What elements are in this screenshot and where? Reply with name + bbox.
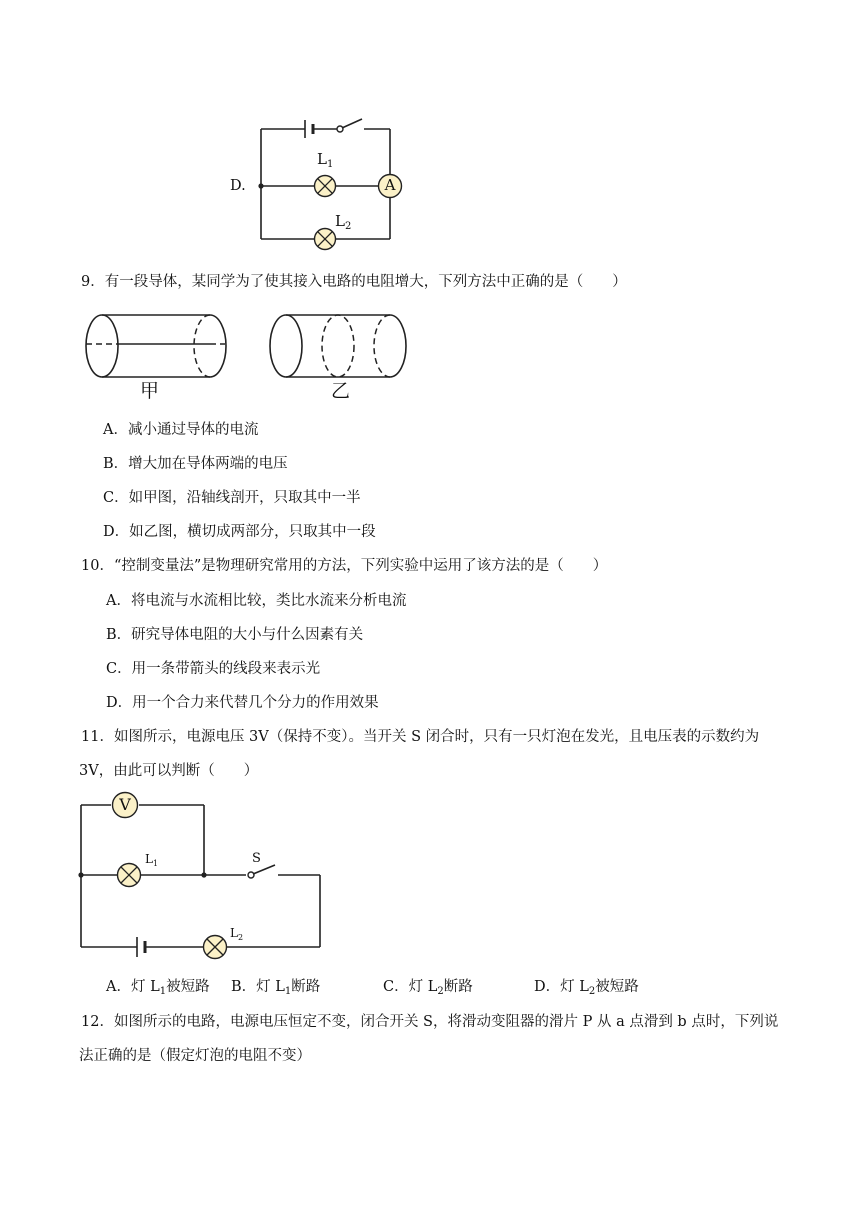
q9-option-d: D．如乙图，横切成两部分，只取其中一段: [103, 524, 376, 540]
q9-option-b: B．增大加在导体两端的电压: [103, 456, 288, 472]
q10-option-c: C．用一条带箭头的线段来表示光: [106, 661, 321, 677]
q9-option-a: A．减小通过导体的电流: [103, 422, 259, 438]
q11-option-d: D．灯 $L_2$被短路: [534, 979, 639, 997]
q11-option-b: B．灯 $L_1$断路: [231, 979, 321, 997]
q11-bulb-l1-icon: [116, 862, 142, 888]
voltmeter-label: V: [119, 795, 131, 814]
q11-option-c: C．灯 $L_2$断路: [383, 979, 473, 997]
q11-stem-line1: 11．如图所示，电源电压 3V（保持不变）。当开关 S 闭合时，只有一只灯泡在发光，且电压表的示数约为: [81, 729, 760, 745]
q11-switch-label: S: [252, 851, 261, 866]
q12-stem-line2: 法正确的是（假定灯泡的电阻不变）: [79, 1048, 311, 1064]
ammeter-label: A: [384, 176, 396, 194]
q11-stem-line2: 3V，由此可以判断（ ）: [79, 763, 259, 779]
q10-option-a: A．将电流与水流相比较，类比水流来分析电流: [106, 593, 407, 609]
q10-option-b: B．研究导体电阻的大小与什么因素有关: [106, 627, 364, 643]
q11-l1-label: $L_1$: [145, 852, 159, 868]
l1-label: $L_1$: [317, 150, 334, 170]
q9-option-c: C．如甲图，沿轴线剖开，只取其中一半: [103, 490, 361, 506]
l2-label: $L_2$: [335, 212, 352, 232]
q10-option-d: D．用一个合力来代替几个分力的作用效果: [106, 695, 379, 711]
fig-caption-yi: 乙: [331, 380, 351, 402]
option-d-label: D.: [230, 178, 246, 194]
fig-caption-jia: 甲: [140, 380, 160, 402]
q11-option-a: A．灯 $L_1$被短路: [106, 979, 210, 997]
q12-stem-line1: 12．如图所示的电路，电源电压恒定不变，闭合开关 S，将滑动变阻器的滑片 P 从 a 点滑到 b 点时，下列说: [81, 1014, 779, 1030]
q11-l2-label: $L_2$: [230, 926, 244, 942]
q10-stem: 10．“控制变量法”是物理研究常用的方法，下列实验中运用了该方法的是（ ）: [81, 558, 608, 574]
q11-bulb-l2-icon: [202, 934, 228, 960]
q9-stem: 9．有一段导体，某同学为了使其接入电路的电阻增大，下列方法中正确的是（ ）: [81, 274, 627, 290]
